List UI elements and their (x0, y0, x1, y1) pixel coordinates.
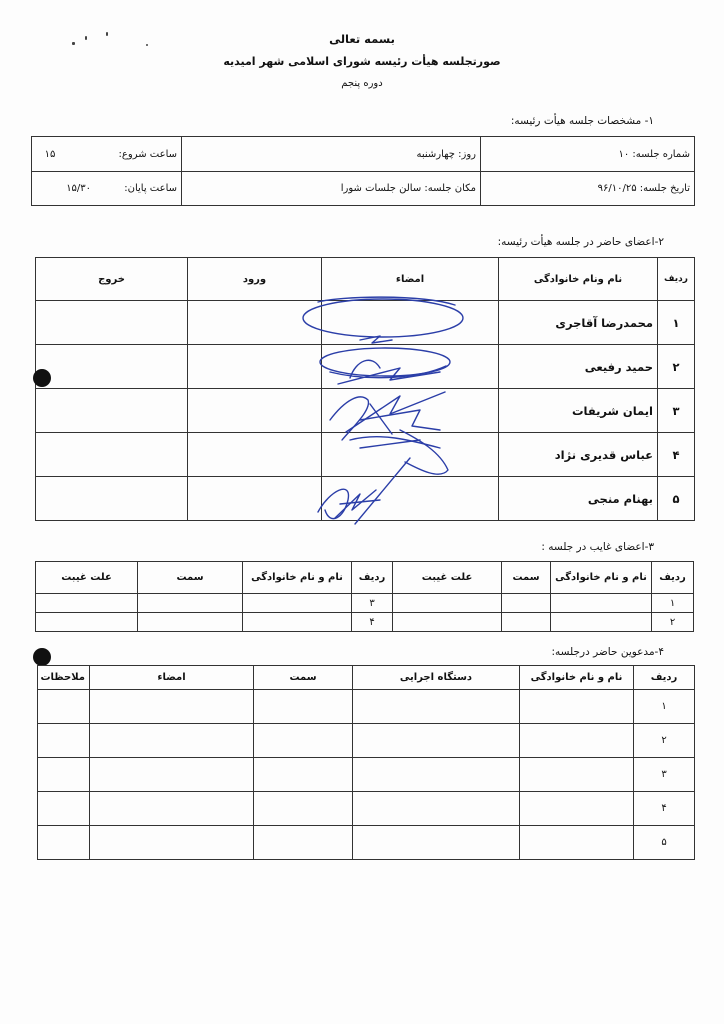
section3-heading: ۳-اعضای غایب در جلسه : (541, 541, 654, 553)
start-time-value: ۱۵ (44, 148, 56, 160)
position-cell (254, 826, 353, 860)
entry-cell (188, 301, 322, 345)
row-number: ۵ (634, 826, 695, 860)
reason-cell (36, 613, 138, 632)
member-name: ایمان شریفات (499, 389, 658, 433)
col-remarks: ملاحظات (38, 666, 90, 690)
start-time-cell (32, 137, 182, 172)
session-info-table (31, 136, 695, 206)
term-label: دوره پنجم (341, 78, 383, 89)
agency-cell (353, 792, 520, 826)
col-full-name: نام و نام خانوادگی (243, 562, 352, 594)
name-cell (551, 613, 652, 632)
col-position: سمت (254, 666, 353, 690)
signature-cell (90, 758, 254, 792)
reason-cell (36, 594, 138, 613)
position-cell (254, 758, 353, 792)
position-cell (138, 613, 243, 632)
col-position: سمت (138, 562, 243, 594)
present-members-table (35, 257, 695, 521)
col-position: سمت (502, 562, 551, 594)
place-value: سالن جلسات شورا (340, 183, 422, 194)
col-exit: خروج (36, 258, 188, 301)
table-row (38, 758, 695, 792)
entry-cell (188, 389, 322, 433)
member-name: محمدرضا آقاجری (499, 301, 658, 345)
col-row-number: ردیف (652, 562, 694, 594)
table-row (36, 433, 695, 477)
signature-cell (90, 826, 254, 860)
remarks-cell (38, 826, 90, 860)
col-absence-reason: علت غیبت (36, 562, 138, 594)
member-name: حمید رفیعی (499, 345, 658, 389)
signature-cell (322, 345, 499, 389)
col-row-number: ردیف (634, 666, 695, 690)
col-signature: امضاء (90, 666, 254, 690)
table-row (36, 477, 695, 521)
col-row-number: ردیف (658, 258, 695, 301)
table-row (36, 613, 694, 632)
col-full-name: نام و نام خانوادگی (551, 562, 652, 594)
signature-cell (322, 477, 499, 521)
name-cell (520, 826, 634, 860)
signature-cell (90, 724, 254, 758)
agency-cell (353, 724, 520, 758)
end-time-cell (32, 172, 182, 206)
agency-cell (353, 690, 520, 724)
row-number: ۲ (634, 724, 695, 758)
date-label: تاریخ جلسه: (639, 183, 690, 194)
remarks-cell (38, 758, 90, 792)
member-name: عباس قدیری نژاد (499, 433, 658, 477)
name-cell (520, 792, 634, 826)
section4-heading: ۴-مدعوین حاضر درجلسه: (551, 646, 664, 658)
col-row-number: ردیف (352, 562, 393, 594)
signature-cell (322, 301, 499, 345)
exit-cell (36, 389, 188, 433)
absent-members-table (35, 561, 694, 632)
member-name: بهنام منجی (499, 477, 658, 521)
remarks-cell (38, 792, 90, 826)
position-cell (254, 724, 353, 758)
place-label: مکان جلسه: (424, 183, 476, 194)
name-cell (551, 594, 652, 613)
entry-cell (188, 477, 322, 521)
place-cell (182, 172, 481, 206)
name-cell (520, 690, 634, 724)
position-cell (254, 792, 353, 826)
signature-cell (322, 389, 499, 433)
row-number: ۲ (652, 613, 694, 632)
session-number: شماره جلسه: ۱۰ (618, 148, 690, 160)
signature-cell (90, 690, 254, 724)
table-row (36, 301, 695, 345)
table-row (36, 345, 695, 389)
row-number: ۳ (634, 758, 695, 792)
name-cell (520, 724, 634, 758)
table-row (36, 389, 695, 433)
end-time-label: ساعت پایان: (124, 183, 177, 194)
table-row (38, 724, 695, 758)
section2-heading: ۲-اعضای حاضر در جلسه هیأت رئیسه: (497, 236, 664, 248)
section1-heading: ۱- مشخصات جلسه هیأت رئیسه: (510, 115, 654, 127)
row-number: ۴ (634, 792, 695, 826)
day-value: چهارشنبه (416, 148, 455, 160)
end-time-value: ۱۵/۳۰ (66, 183, 92, 194)
row-number: ۱ (658, 301, 695, 345)
start-time-label: ساعت شروع: (118, 148, 177, 160)
entry-cell (188, 345, 322, 389)
remarks-cell (38, 724, 90, 758)
table-row (38, 792, 695, 826)
exit-cell (36, 433, 188, 477)
day-label: روز: (458, 148, 476, 160)
hole-punch-mark (33, 648, 51, 666)
name-cell (520, 758, 634, 792)
agency-cell (353, 826, 520, 860)
name-cell (243, 613, 352, 632)
exit-cell (36, 477, 188, 521)
position-cell (502, 613, 551, 632)
remarks-cell (38, 690, 90, 724)
date-cell (481, 172, 695, 206)
row-number: ۱ (634, 690, 695, 724)
col-entry: ورود (188, 258, 322, 301)
table-row (36, 594, 694, 613)
invited-guests-table (37, 665, 695, 860)
row-number: ۵ (658, 477, 695, 521)
day-cell (182, 137, 481, 172)
row-number: ۱ (652, 594, 694, 613)
name-cell (243, 594, 352, 613)
position-cell (254, 690, 353, 724)
hole-punch-mark (33, 369, 51, 387)
table-row (38, 826, 695, 860)
exit-cell (36, 301, 188, 345)
signature-cell (322, 433, 499, 477)
row-number: ۳ (658, 389, 695, 433)
document-title: صورتجلسه هیأت رئیسه شورای اسلامی شهر امیدیه (223, 55, 501, 68)
row-number: ۳ (352, 594, 393, 613)
col-full-name: نام ونام خانوادگی (499, 258, 658, 301)
bismillah-heading: بسمه تعالی (329, 32, 395, 46)
date-value: ۹۶/۱۰/۲۵ (597, 183, 637, 194)
row-number: ۲ (658, 345, 695, 389)
row-number: ۴ (352, 613, 393, 632)
reason-cell (393, 613, 502, 632)
agency-cell (353, 758, 520, 792)
position-cell (138, 594, 243, 613)
table-row (38, 690, 695, 724)
exit-cell (36, 345, 188, 389)
col-agency: دستگاه اجرایی (353, 666, 520, 690)
col-full-name: نام و نام خانوادگی (520, 666, 634, 690)
signature-cell (90, 792, 254, 826)
session-number-cell (481, 137, 695, 172)
position-cell (502, 594, 551, 613)
entry-cell (188, 433, 322, 477)
col-absence-reason: علت غیبت (393, 562, 502, 594)
row-number: ۴ (658, 433, 695, 477)
reason-cell (393, 594, 502, 613)
col-signature: امضاء (322, 258, 499, 301)
